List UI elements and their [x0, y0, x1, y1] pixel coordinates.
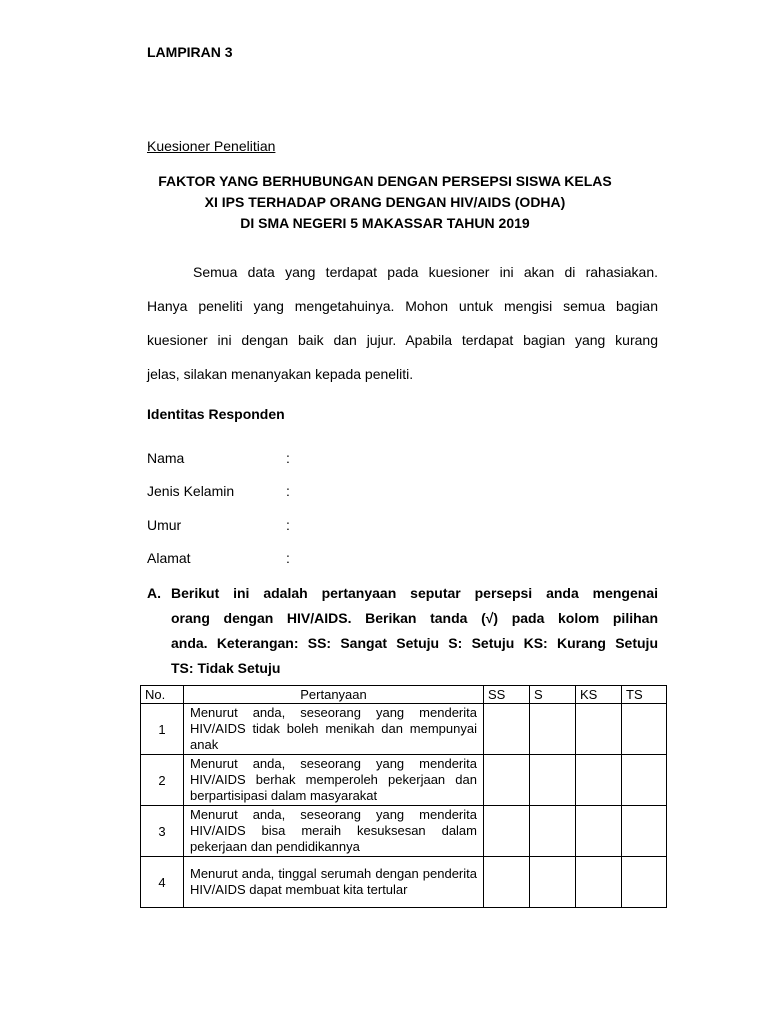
row-question: Menurut anda, seseorang yang menderita HIV/AIDS tidak boleh menikah dan mempunyai anak: [184, 704, 484, 755]
answer-cell-s[interactable]: [530, 755, 576, 806]
row-number: 1: [141, 704, 184, 755]
header-ss: SS: [484, 686, 530, 704]
appendix-label: LAMPIRAN 3: [147, 44, 233, 60]
header-ts: TS: [622, 686, 667, 704]
answer-cell-s[interactable]: [530, 704, 576, 755]
answer-cell-ts[interactable]: [622, 806, 667, 857]
document-title: [100, 171, 670, 234]
title-line: DI SMA NEGERI 5 MAKASSAR TAHUN 2019: [240, 215, 530, 231]
questionnaire-table: [140, 685, 667, 908]
answer-cell-ss[interactable]: [484, 857, 530, 908]
row-number: 3: [141, 806, 184, 857]
title-line: FAKTOR YANG BERHUBUNGAN DENGAN PERSEPSI SISWA KELAS: [158, 173, 612, 189]
intro-line: Hanya peneliti yang mengetahuinya. Mohon untuk mengisi semua bagian: [147, 298, 658, 314]
row-question: Menurut anda, tinggal serumah dengan penderita HIV/AIDS dapat membuat kita tertular: [184, 857, 484, 908]
answer-cell-ts[interactable]: [622, 857, 667, 908]
section-a-line: anda. Keterangan: SS: Sangat Setuju S: Setuju KS: Kurang Setuju: [171, 635, 658, 651]
field-separator: :: [286, 517, 290, 533]
answer-cell-ts[interactable]: [622, 755, 667, 806]
header-s: S: [530, 686, 576, 704]
intro-line: kuesioner ini dengan baik dan jujur. Apabila terdapat bagian yang kurang: [147, 332, 658, 348]
section-letter: A.: [147, 585, 161, 601]
answer-cell-s[interactable]: [530, 857, 576, 908]
header-ks: KS: [576, 686, 622, 704]
section-a-line: orang dengan HIV/AIDS. Berikan tanda (√) pada kolom pilihan: [171, 610, 658, 626]
title-line: XI IPS TERHADAP ORANG DENGAN HIV/AIDS (ODHA): [204, 194, 566, 210]
row-question: Menurut anda, seseorang yang menderita HIV/AIDS bisa meraih kesuksesan dalam pekerjaan dan pendidikannya: [184, 806, 484, 857]
field-label-umur: Umur: [147, 517, 182, 533]
answer-cell-ss[interactable]: [484, 806, 530, 857]
field-separator: :: [286, 450, 290, 466]
intro-paragraph: [147, 255, 658, 391]
intro-line: jelas, silakan menanyakan kepada peneliti.: [147, 366, 414, 382]
field-label-alamat: Alamat: [147, 550, 191, 566]
field-label-jenis-kelamin: Jenis Kelamin: [147, 483, 235, 499]
section-a-line: Berikut ini adalah pertanyaan seputar persepsi anda mengenai: [171, 585, 658, 601]
table-row: [141, 755, 667, 806]
answer-cell-ss[interactable]: [484, 704, 530, 755]
table-row: [141, 704, 667, 755]
answer-cell-ks[interactable]: [576, 704, 622, 755]
answer-cell-ts[interactable]: [622, 704, 667, 755]
header-question: Pertanyaan: [184, 686, 484, 704]
table-row: [141, 806, 667, 857]
table-row: [141, 857, 667, 908]
field-separator: :: [286, 550, 290, 566]
answer-cell-ks[interactable]: [576, 857, 622, 908]
header-no: No.: [141, 686, 184, 704]
intro-line: Semua data yang terdapat pada kuesioner ini akan di rahasiakan.: [193, 264, 658, 280]
row-number: 2: [141, 755, 184, 806]
questionnaire-label: Kuesioner Penelitian: [147, 138, 276, 154]
answer-cell-s[interactable]: [530, 806, 576, 857]
respondent-identity-heading: Identitas Responden: [147, 406, 285, 422]
field-label-nama: Nama: [147, 450, 185, 466]
answer-cell-ks[interactable]: [576, 806, 622, 857]
row-question: Menurut anda, seseorang yang menderita HIV/AIDS berhak memperoleh pekerjaan dan berpartisipasi dalam masyarakat: [184, 755, 484, 806]
field-separator: :: [286, 483, 290, 499]
row-number: 4: [141, 857, 184, 908]
answer-cell-ss[interactable]: [484, 755, 530, 806]
table-header-row: [141, 686, 667, 704]
answer-cell-ks[interactable]: [576, 755, 622, 806]
section-a-line: TS: Tidak Setuju: [171, 660, 281, 676]
section-a-body: [171, 581, 658, 681]
